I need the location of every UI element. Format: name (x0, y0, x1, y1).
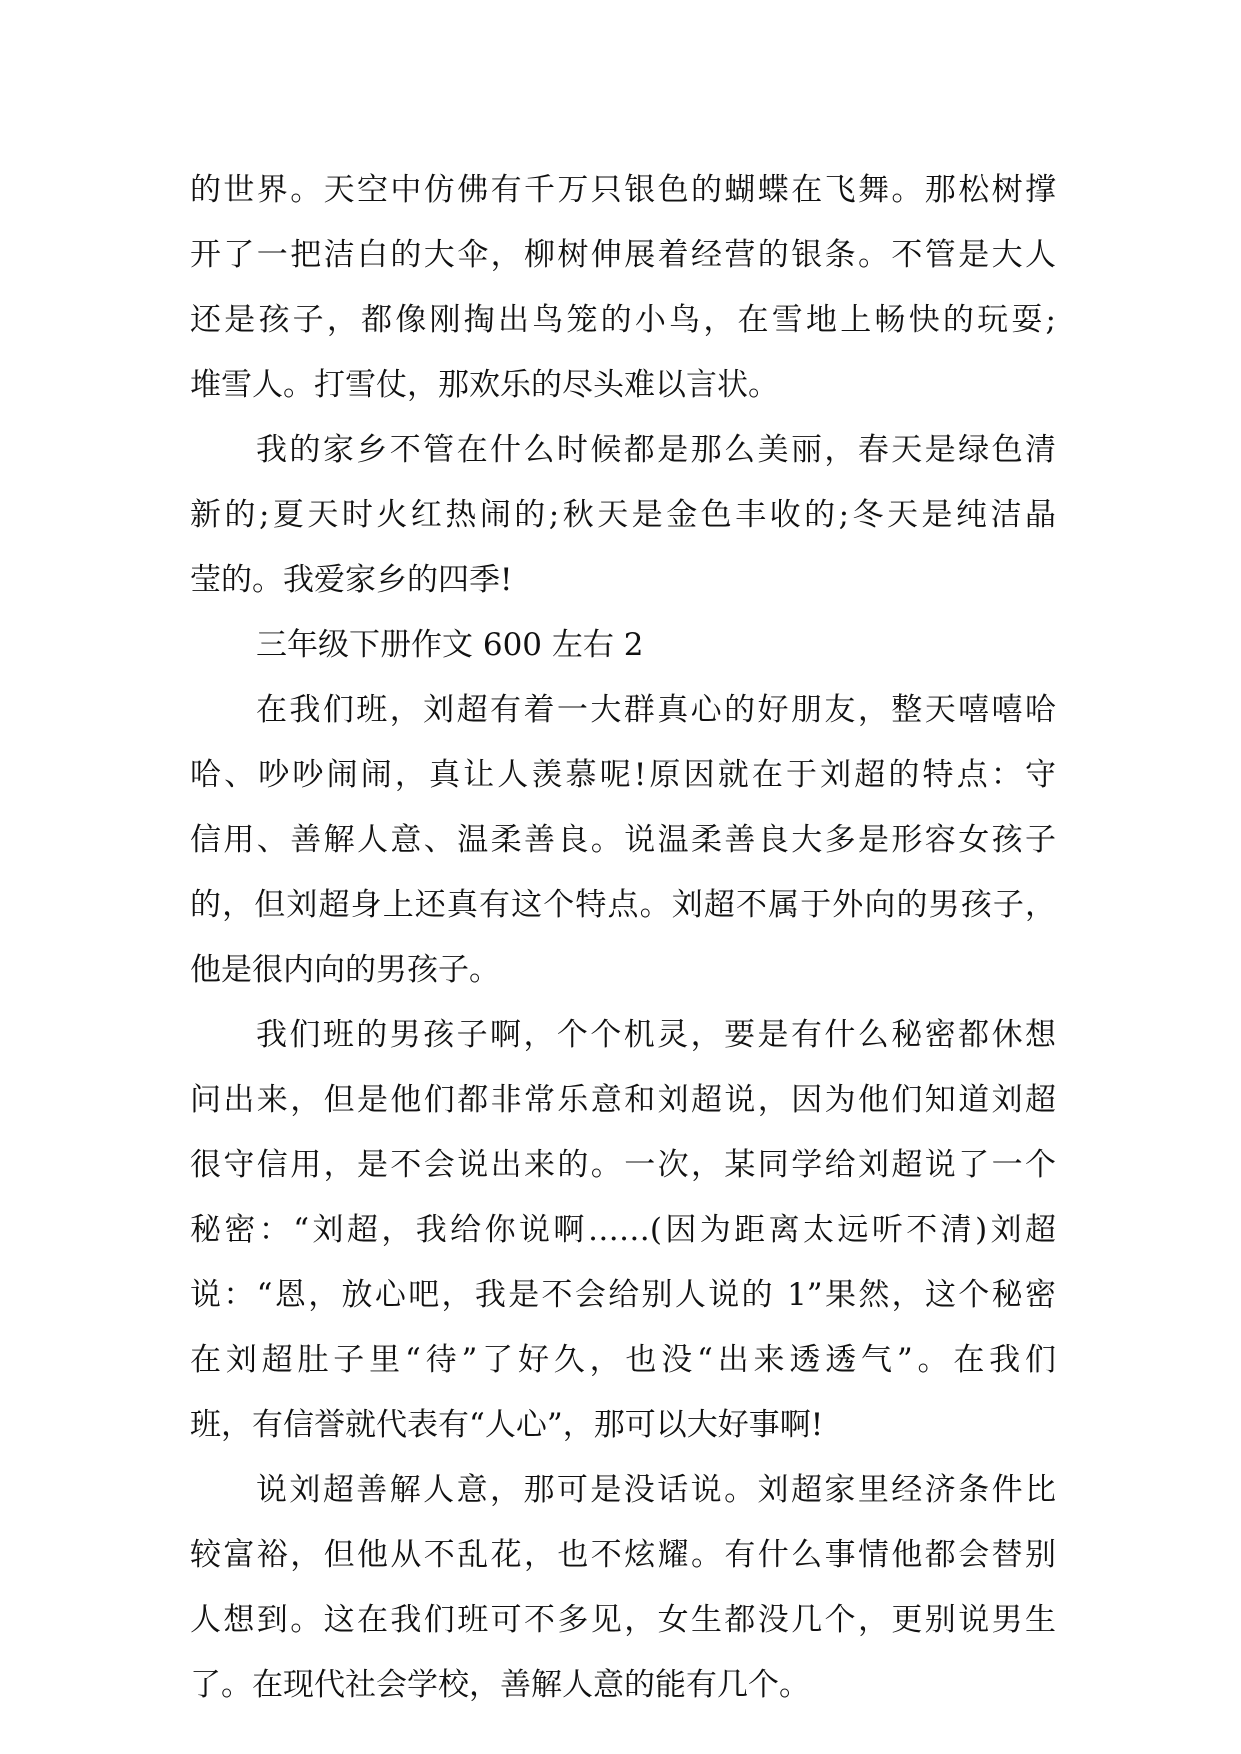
paragraph-3 (190, 678, 1056, 1003)
paragraph-line: 他是很内向的男孩子。 (190, 952, 500, 988)
paragraph-line: 班，有信誉就代表有“人心”，那可以大好事啊! (190, 1407, 824, 1443)
paragraph-line: 了。在现代社会学校，善解人意的能有几个。 (190, 1667, 810, 1703)
paragraph-1 (190, 158, 1056, 418)
paragraph-line: 新的;夏天时火红热闹的;秋天是金色丰收的;冬天是纯洁晶 (190, 497, 1056, 533)
paragraph-line: 秘密：“刘超，我给你说啊……(因为距离太远听不清)刘超 (190, 1212, 1056, 1248)
document-page (190, 158, 1056, 1718)
paragraph-line: 开了一把洁白的大伞，柳树伸展着经营的银条。不管是大人 (190, 237, 1056, 273)
paragraph-line: 我的家乡不管在什么时候都是那么美丽，春天是绿色清 (256, 432, 1056, 468)
paragraph-line: 问出来，但是他们都非常乐意和刘超说，因为他们知道刘超 (190, 1082, 1056, 1118)
paragraph-line: 的，但刘超身上还真有这个特点。刘超不属于外向的男孩子， (190, 887, 1056, 923)
paragraph-line: 很守信用，是不会说出来的。一次，某同学给刘超说了一个 (190, 1147, 1056, 1183)
paragraph-line: 在我们班，刘超有着一大群真心的好朋友，整天嘻嘻哈 (256, 692, 1056, 728)
section-heading: 三年级下册作文 600 左右 2 (256, 627, 644, 663)
paragraph-line: 较富裕，但他从不乱花，也不炫耀。有什么事情他都会替别 (190, 1537, 1056, 1573)
paragraph-line: 哈、吵吵闹闹，真让人羡慕呢!原因就在于刘超的特点：守 (190, 757, 1056, 793)
paragraph-line: 在刘超肚子里“待”了好久，也没“出来透透气”。在我们 (190, 1342, 1056, 1378)
paragraph-line: 我们班的男孩子啊，个个机灵，要是有什么秘密都休想 (256, 1017, 1056, 1053)
paragraph-2 (190, 418, 1056, 613)
paragraph-line: 还是孩子，都像刚掏出鸟笼的小鸟，在雪地上畅快的玩耍; (190, 302, 1056, 338)
paragraph-line: 堆雪人。打雪仗，那欢乐的尽头难以言状。 (190, 367, 779, 403)
paragraph-line: 说刘超善解人意，那可是没话说。刘超家里经济条件比 (256, 1472, 1056, 1508)
paragraph-line: 说：“恩，放心吧，我是不会给别人说的 1”果然，这个秘密 (190, 1277, 1056, 1313)
paragraph-line: 信用、善解人意、温柔善良。说温柔善良大多是形容女孩子 (190, 822, 1056, 858)
paragraph-5 (190, 1458, 1056, 1718)
paragraph-line: 人想到。这在我们班可不多见，女生都没几个，更别说男生 (190, 1602, 1056, 1638)
paragraph-line: 的世界。天空中仿佛有千万只银色的蝴蝶在飞舞。那松树撑 (190, 172, 1056, 208)
paragraph-line: 莹的。我爱家乡的四季! (190, 562, 513, 598)
paragraph-4 (190, 1003, 1056, 1458)
